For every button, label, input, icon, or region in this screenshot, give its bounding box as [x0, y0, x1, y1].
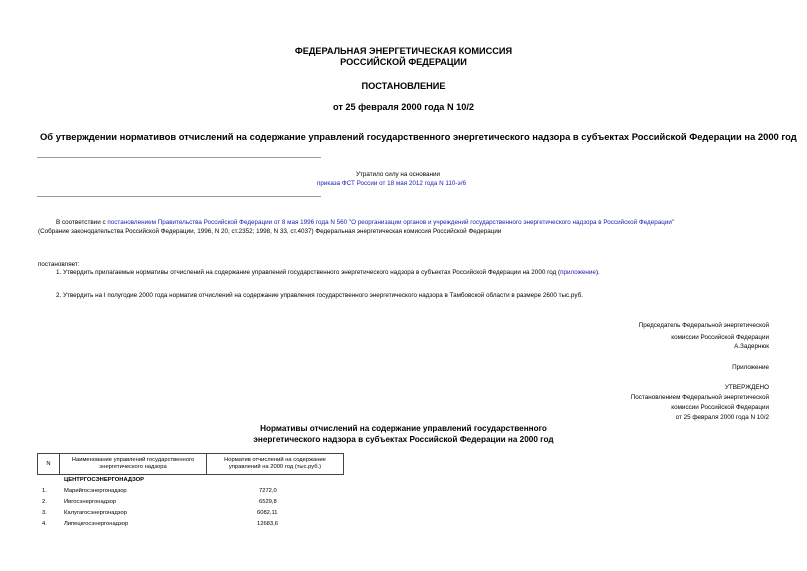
decree-item-1-text: 1. Утвердить прилагаемые нормативы отчислений на содержание управлений государственного энергетического надзора в субъектах Российской Федерации на 2000 год (	[56, 269, 561, 276]
issuer-line-1: ФЕДЕРАЛЬНАЯ ЭНЕРГЕТИЧЕСКАЯ КОМИССИЯ	[294, 46, 513, 56]
status-text: Утратило силу на основании	[356, 171, 441, 178]
approved-line-3: от 25 февраля 2000 года N 10/2	[675, 414, 769, 421]
table-row-name: Калугагосэнергонадзор	[64, 510, 127, 516]
appendix-label: Приложение	[732, 364, 769, 371]
table-row-number: 4.	[42, 521, 47, 527]
table-group-label: ЦЕНТРГОСЭНЕРГОНАДЗОР	[64, 477, 145, 483]
table-row-number: 3.	[42, 510, 47, 516]
document-date: от 25 февраля 2000 года N 10/2	[332, 102, 475, 112]
table-row-name: Ивгосэнергонадзор	[64, 499, 117, 505]
decree-item-1-suffix: ).	[595, 269, 600, 276]
preamble-decree-link[interactable]: постановлением Правительства Российской Федерации от 8 мая 1996 года N 560 "О реорганизации органов и учреждений государственного энергетического надзора в Российской Федерации"	[107, 219, 675, 226]
col-header-number: N	[38, 454, 60, 475]
approved-line-2: комиссии Российской Федерации	[671, 404, 769, 411]
approved-line-1: Постановлением Федеральной энергетической	[630, 394, 769, 401]
norms-table	[37, 453, 344, 475]
preamble-prefix: В соответствии с	[56, 219, 108, 226]
norms-title-line-2: энергетического надзора в субъектах Российской Федерации на 2000 год	[253, 435, 554, 444]
table-row-name: Марийгосэнергонадзор	[64, 488, 127, 494]
preamble-line-2: (Собрание законодательства Российской Федерации, 1996, N 20, ст.2352; 1998, N 33, ст.4037) Федеральная энергетическая комиссия Российской Федерации	[38, 228, 502, 235]
table-row-name: Липецкгосэнергонадзор	[64, 521, 129, 527]
issuer-line-2: РОССИЙСКОЙ ФЕДЕРАЦИИ	[340, 57, 467, 67]
table-row-value: 6529,8	[259, 499, 277, 505]
table-row-number: 1.	[42, 488, 47, 494]
col-header-name: Наименование управлений государственного энергетического надзора	[60, 454, 207, 475]
decree-item-1	[56, 268, 600, 277]
table-row-value: 7272,0	[259, 488, 277, 494]
preamble-line-1	[38, 218, 783, 227]
signature-line-2: комиссии Российской Федерации	[671, 334, 769, 341]
document-type: ПОСТАНОВЛЕНИЕ	[361, 81, 446, 91]
signature-line-1: Председатель Федеральной энергетической	[638, 322, 769, 329]
table-row-value: 12683,6	[257, 521, 278, 527]
signature-name: А.Задернюк	[734, 343, 769, 350]
col-header-value: Норматив отчислений на содержание управлений на 2000 год (тыс.руб.)	[207, 454, 344, 475]
norms-title-line-1: Нормативы отчислений на содержание управлений государственного	[260, 424, 547, 433]
divider-bottom	[37, 196, 321, 197]
decree-item-2: 2. Утвердить на I полугодие 2000 года норматив отчислений на содержание управления государственного энергетического надзора в Тамбовской области в размере 2600 тыс.руб.	[56, 292, 583, 299]
norms-table-header	[38, 454, 344, 475]
approved-label: УТВЕРЖДЕНО	[724, 384, 769, 391]
decree-postanovlyaet: постановляет:	[38, 261, 80, 268]
divider-top	[37, 157, 321, 158]
document-title: Об утверждении нормативов отчислений на содержание управлений государственного энергетического надзора в субъектах Российской Федерации на 2000 год	[40, 131, 797, 142]
table-row-number: 2.	[42, 499, 47, 505]
status-link[interactable]: приказа ФСТ России от 18 мая 2012 года N 110-э/6	[317, 180, 466, 187]
table-row-value: 6082,11	[257, 510, 278, 516]
appendix-link[interactable]: приложение	[560, 269, 596, 276]
